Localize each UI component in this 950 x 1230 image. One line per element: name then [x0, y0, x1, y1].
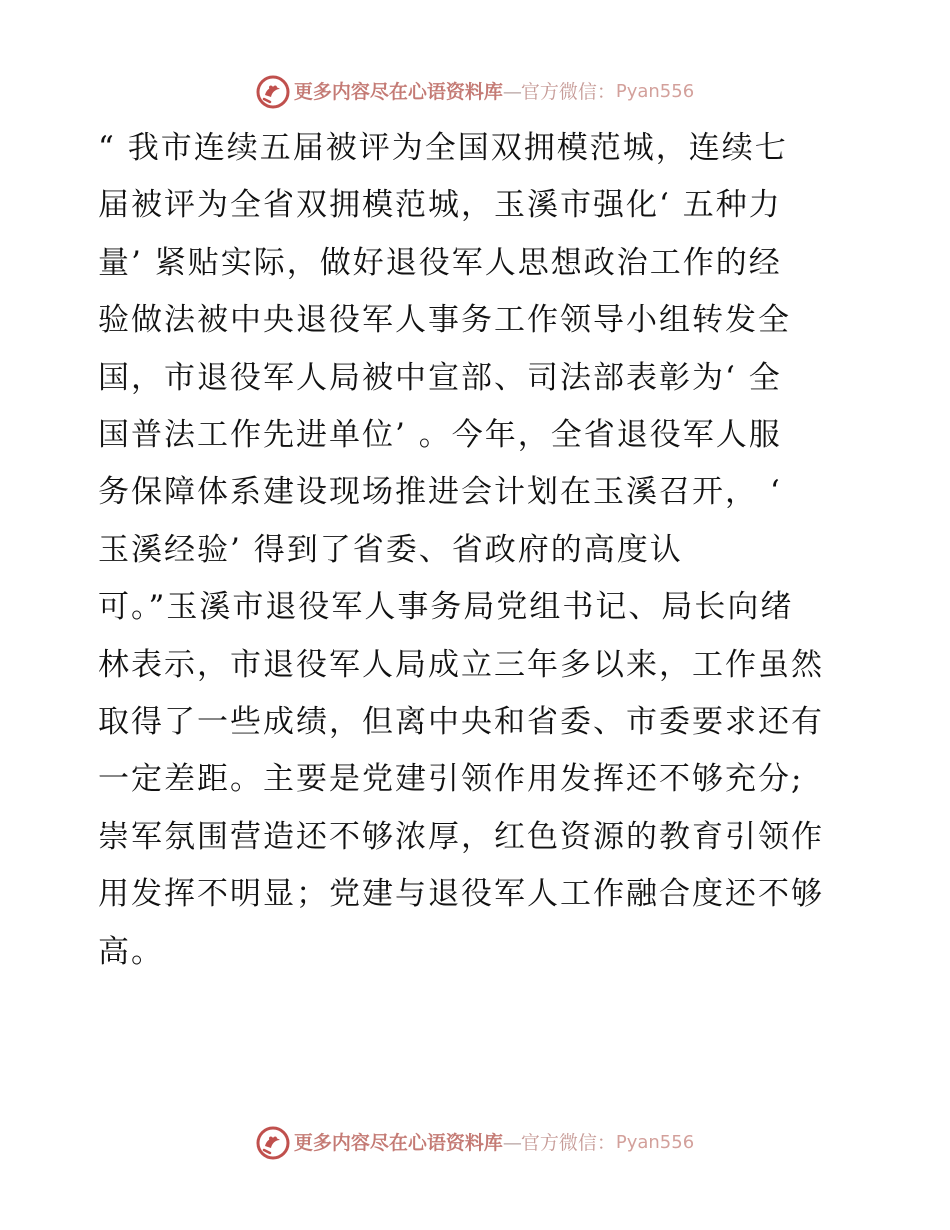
watermark-main-text: 更多内容尽在心语资料库	[293, 81, 503, 103]
paragraph-line: 量’ 紧贴实际，做好退役军人思想政治工作的经	[98, 244, 782, 281]
footer-watermark	[0, 1126, 950, 1160]
paragraph-line: 崇军氛围营造还不够浓厚，红色资源的教育引领作	[98, 818, 824, 855]
paragraph-line: 取得了一些成绩，但离中央和省委、市委要求还有	[98, 704, 824, 741]
watermark-wechat-label: 官方微信：	[520, 81, 616, 103]
paragraph-line: “ 我市连续五届被评为全国双拥模范城，连续七	[98, 130, 788, 166]
paragraph-line: 届被评为全省双拥模范城，玉溪市强化‘ 五种力	[98, 187, 782, 224]
paragraph-line: 国，市退役军人局被中宣部、司法部表彰为‘ 全	[98, 359, 782, 396]
watermark-wechat-id: Pyan556	[615, 81, 695, 102]
paragraph-line: 可。”玉溪市退役军人事务局党组书记、局长向绪	[98, 589, 794, 626]
hand-heart-logo-icon	[256, 75, 290, 109]
watermark-wechat-id: Pyan556	[615, 1132, 695, 1153]
document-paragraph	[98, 120, 858, 981]
header-watermark	[0, 75, 950, 109]
paragraph-line: 玉溪经验’ 得到了省委、省政府的高度认	[98, 531, 683, 568]
paragraph-line: 国普法工作先进单位’ 。今年，全省退役军人服	[98, 417, 782, 454]
paragraph-line: 林表示，市退役军人局成立三年多以来，工作虽然	[98, 646, 824, 683]
paragraph-line: 务保障体系建设现场推进会计划在玉溪召开， ‘	[98, 474, 782, 511]
watermark-main-text: 更多内容尽在心语资料库	[293, 1132, 503, 1154]
paragraph-line: 高。	[98, 933, 164, 970]
watermark-dash: —	[502, 1132, 521, 1154]
paragraph-line: 用发挥不明显；党建与退役军人工作融合度还不够	[98, 876, 824, 913]
watermark-dash: —	[502, 81, 521, 103]
hand-heart-logo-icon	[256, 1126, 290, 1160]
paragraph-line: 一定差距。主要是党建引领作用发挥还不够充分;	[98, 761, 804, 798]
paragraph-line: 验做法被中央退役军人事务工作领导小组转发全	[98, 302, 791, 339]
watermark-wechat-label: 官方微信：	[520, 1132, 616, 1154]
